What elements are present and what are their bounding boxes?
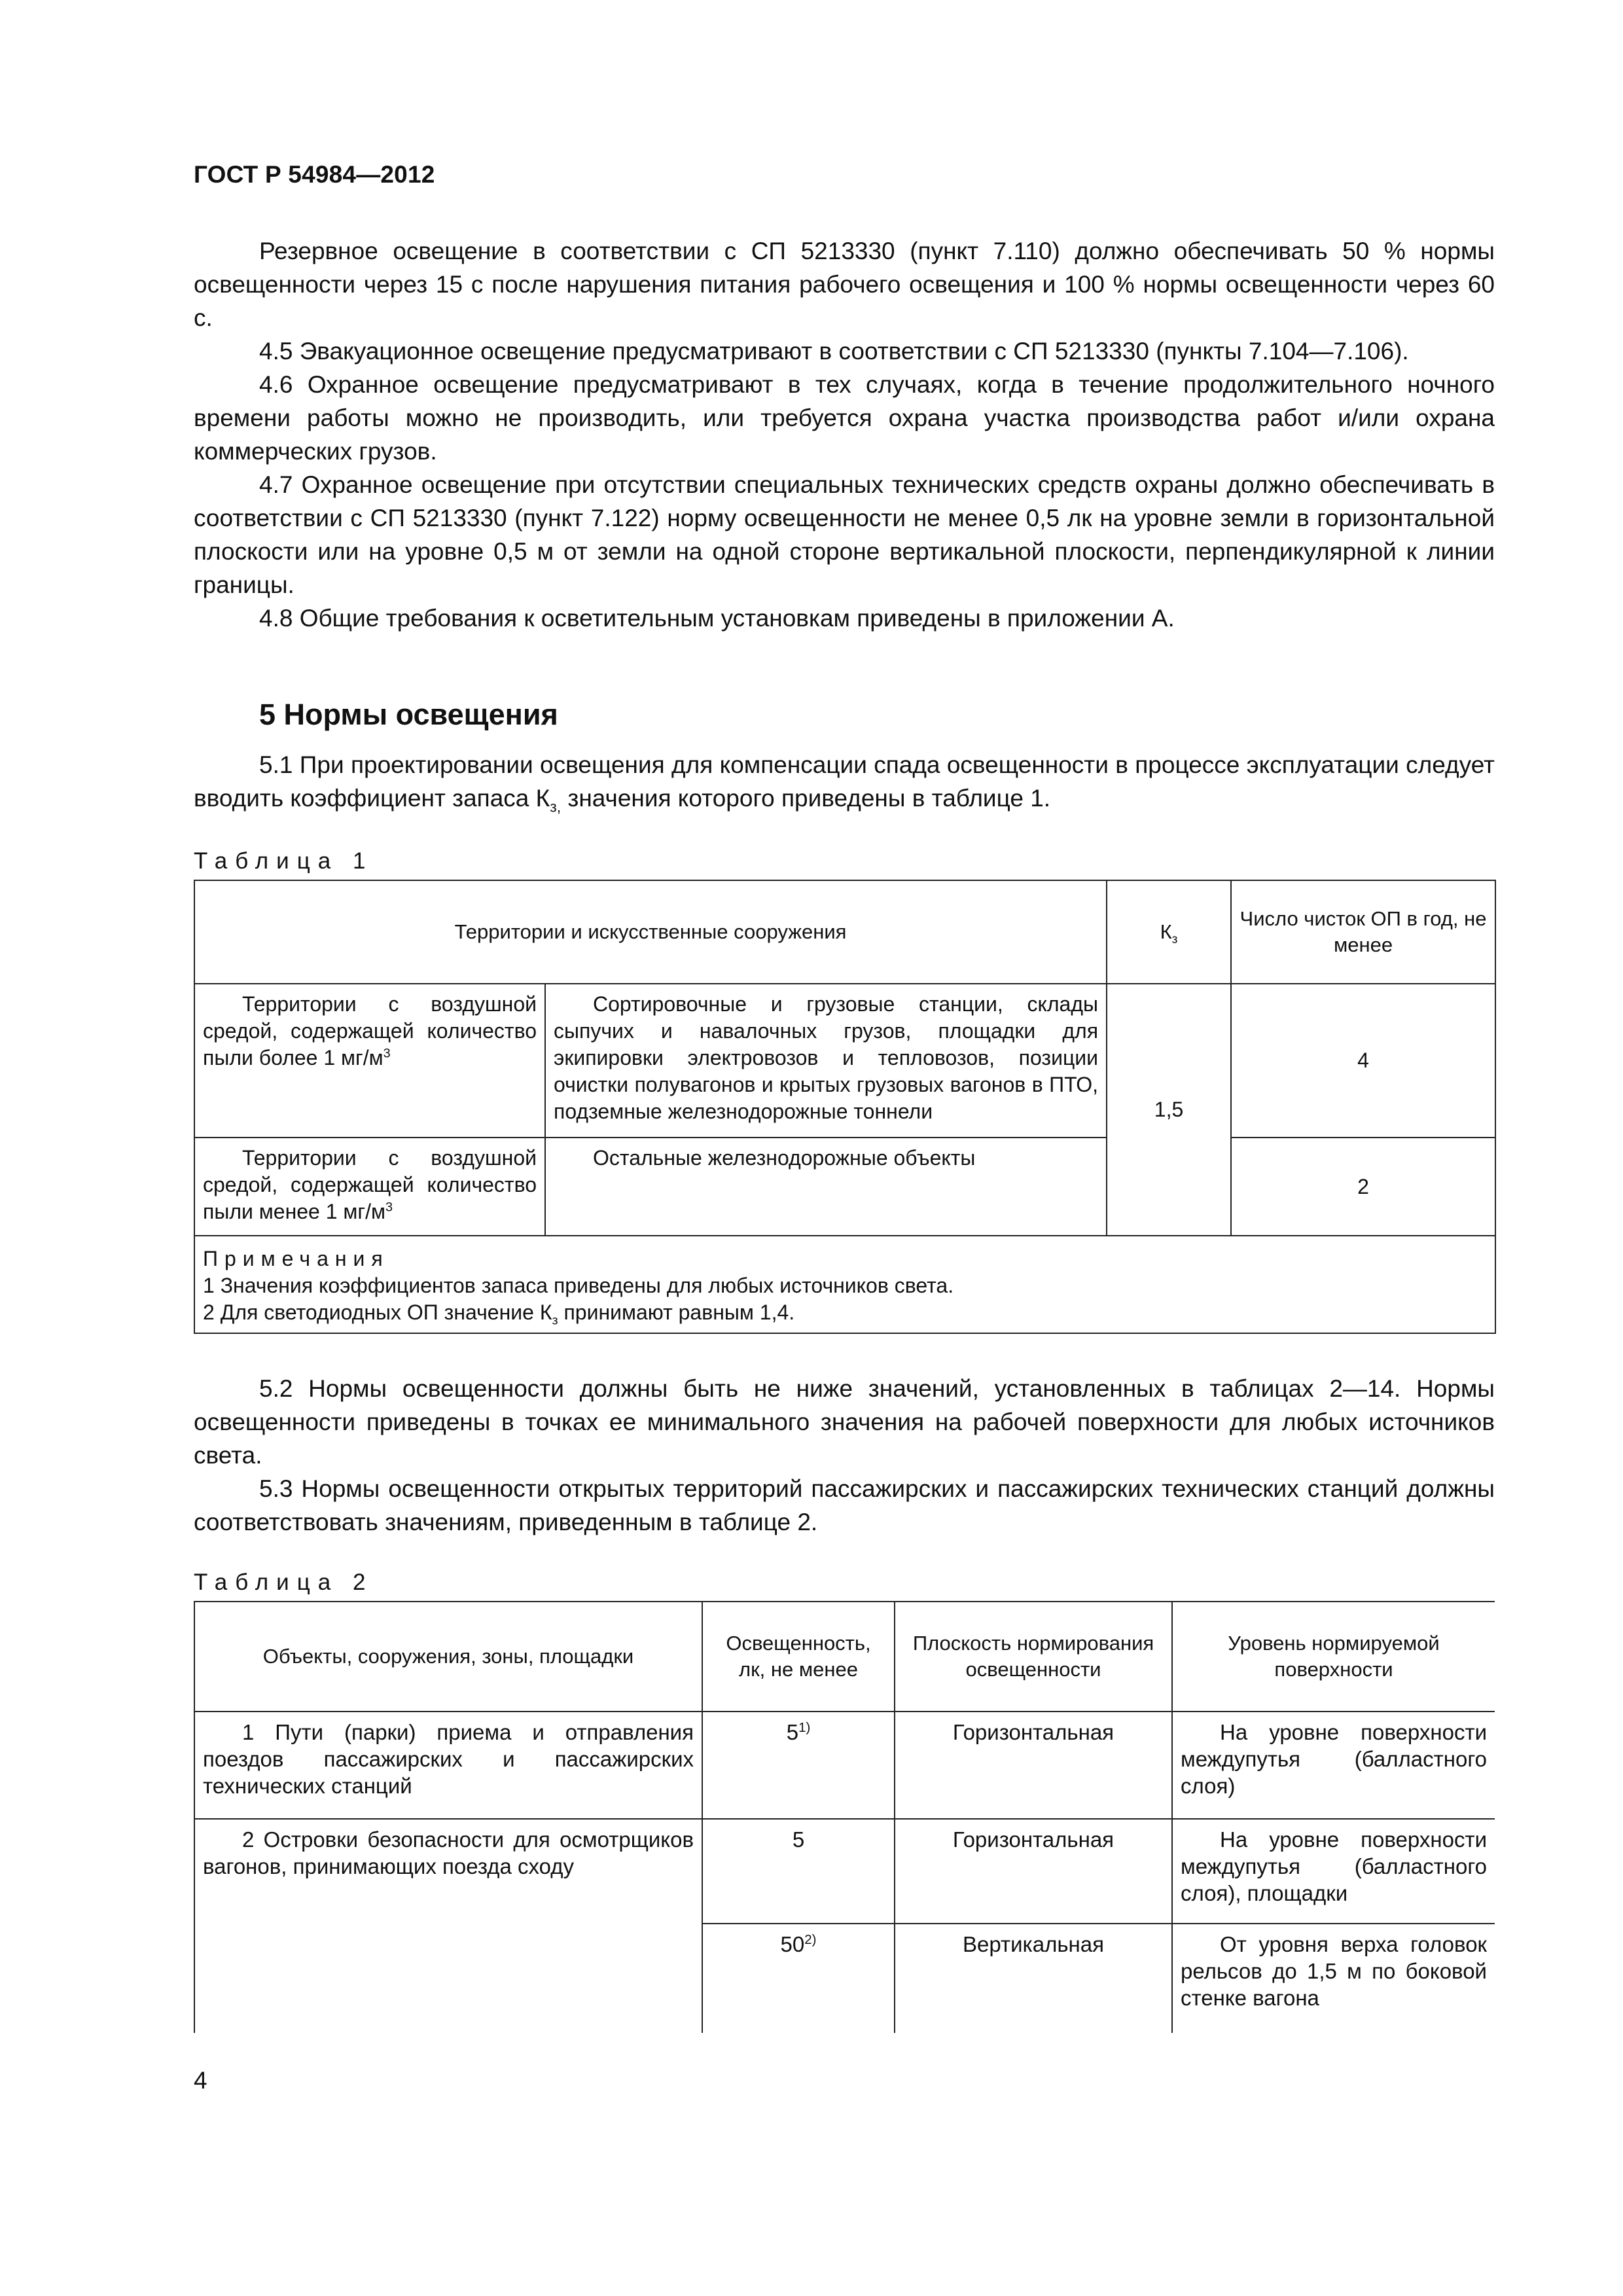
document-header: ГОСТ Р 54984—2012	[194, 161, 435, 188]
table-2-header-lux: Освещенность, лк, не менее	[702, 1602, 895, 1712]
paragraph-5-1	[194, 748, 1495, 815]
table-1-row-1-territory: Территории с воздушной средой, содержащей количество пыли более 1 $мг/м^3$	[194, 984, 545, 1138]
table-2-row-2-object: 2 Островки безопасности для осмотрщиков вагонов, принимающих поезда сходу	[194, 1819, 702, 2033]
table-1-notes-title: Примечания	[203, 1247, 389, 1270]
table-1-row-2-objects: Остальные железнодорожные объекты	[545, 1138, 1107, 1236]
table-2-row-2-lux: 5	[702, 1819, 895, 1924]
table-2-header-objects: Объекты, сооружения, зоны, площадки	[194, 1602, 702, 1712]
table-1-k-value: 1,5	[1107, 984, 1231, 1236]
table-2-row-1-plane: Горизонтальная	[895, 1712, 1172, 1819]
table-1	[194, 880, 1496, 1334]
paragraph-4-8: 4.8 Общие требования к осветительным установкам приведены в приложении А.	[259, 605, 1175, 632]
paragraph-5-1-tail: значения которого приведены в таблице 1.	[561, 785, 1051, 812]
paragraphs-top	[194, 234, 1495, 635]
paragraph-4-6: 4.6 Охранное освещение предусматривают в тех случаях, когда в течение продолжительного ночного времени работы можно не производить, или требуется охрана участка производства работ и/или охрана коммерческих грузов.	[194, 371, 1495, 465]
table-2-row-3-lux: 50$^{2)}$	[702, 1924, 895, 2033]
table-1-row-2-cleanings: 2	[1231, 1138, 1495, 1236]
table-1-caption: Таблица 1	[194, 848, 374, 874]
table-2-row-2-level: На уровне поверхности междупутья (балластного слоя), площадки	[1172, 1819, 1495, 1924]
table-1-note-2: 2 Для светодиодных ОП значение $К_з$ принимают равным 1,4.	[203, 1300, 795, 1328]
paragraph-5-1-text: 5.1 При проектировании освещения для компенсации спада освещенности в процессе эксплуатации следует вводить коэффициент запаса К	[194, 751, 1495, 812]
table-1-header-cleanings: Число чисток ОП в год, не менее	[1231, 880, 1495, 984]
table-2-header-plane: Плоскость нормирования освещенности	[895, 1602, 1172, 1712]
table-2-row-3-level: От уровня верха головок рельсов до 1,5 м по боковой стенке вагона	[1172, 1924, 1495, 2033]
table-1-notes	[194, 1236, 1495, 1333]
table-2-row-1-lux: 5$^{1)}$	[702, 1712, 895, 1819]
paragraph-5-1-block	[194, 748, 1495, 815]
paragraph-4-5: 4.5 Эвакуационное освещение предусматривают в соответствии с СП 5213330 (пункты 7.104—7.106).	[259, 338, 1409, 365]
table-1-header-territories: Территории и искусственные сооружения	[194, 880, 1107, 984]
table-2-block	[194, 1601, 1495, 2033]
paragraph-4-7: 4.7 Охранное освещение при отсутствии специальных технических средств охраны должно обеспечивать в соответствии с СП 5213330 (пункт 7.122) норму освещенности не менее 0,5 лк на уровне земли в горизонтальной плоскости или на уровне 0,5 м от земли на одной стороне вертикальной плоскости, перпендикулярной к линии границы.	[194, 471, 1495, 598]
k-subscript: з,	[550, 798, 562, 816]
section-5-title: 5 Нормы освещения	[259, 698, 558, 731]
section-5-heading-block	[194, 695, 1495, 734]
table-1-note-1: 1 Значения коэффициентов запаса приведены для любых источников света.	[203, 1274, 954, 1297]
table-2-header-level: Уровень нормируемой поверхности	[1172, 1602, 1495, 1712]
paragraph-5-3: 5.3 Нормы освещенности открытых территорий пассажирских и пассажирских технических станций должны соответствовать значениям, приведенным в таблице 2.	[194, 1475, 1495, 1535]
table-1-row-2-territory: Территории с воздушной средой, содержащей количество пыли менее 1 $мг/м^3$	[194, 1138, 545, 1236]
table-1-block	[194, 880, 1495, 1334]
paragraph-5-2: 5.2 Нормы освещенности должны быть не ниже значений, установленных в таблицах 2—14. Нормы освещенности приведены в точках ее минимального значения на рабочей поверхности для любых источников света.	[194, 1375, 1495, 1469]
paragraphs-mid	[194, 1372, 1495, 1539]
table-2-row-2-plane: Горизонтальная	[895, 1819, 1172, 1924]
table-2-row-1-level: На уровне поверхности междупутья (балластного слоя)	[1172, 1712, 1495, 1819]
paragraph-reserve-lighting: Резервное освещение в соответствии с СП 5213330 (пункт 7.110) должно обеспечивать 50 % нормы освещенности через 15 с после нарушения питания рабочего освещения и 100 % нормы освещенности через 60 с.	[194, 238, 1495, 331]
page-number: 4	[194, 2067, 207, 2094]
table-1-row-1-cleanings: 4	[1231, 984, 1495, 1138]
table-2-row-3-plane: Вертикальная	[895, 1924, 1172, 2033]
table-2	[194, 1601, 1495, 2033]
table-2-row-1-object: 1 Пути (парки) приема и отправления поездов пассажирских и пассажирских технических станций	[194, 1712, 702, 1819]
table-2-caption: Таблица 2	[194, 1570, 374, 1595]
table-1-row-1-objects: Сортировочные и грузовые станции, склады сыпучих и навалочных грузов, площадки для экипировки электровозов и тепловозов, позиции очистки полувагонов и крытых грузовых вагонов в ПТО, подземные железнодорожные тоннели	[545, 984, 1107, 1138]
table-1-header-k: $К_з$	[1107, 880, 1231, 984]
